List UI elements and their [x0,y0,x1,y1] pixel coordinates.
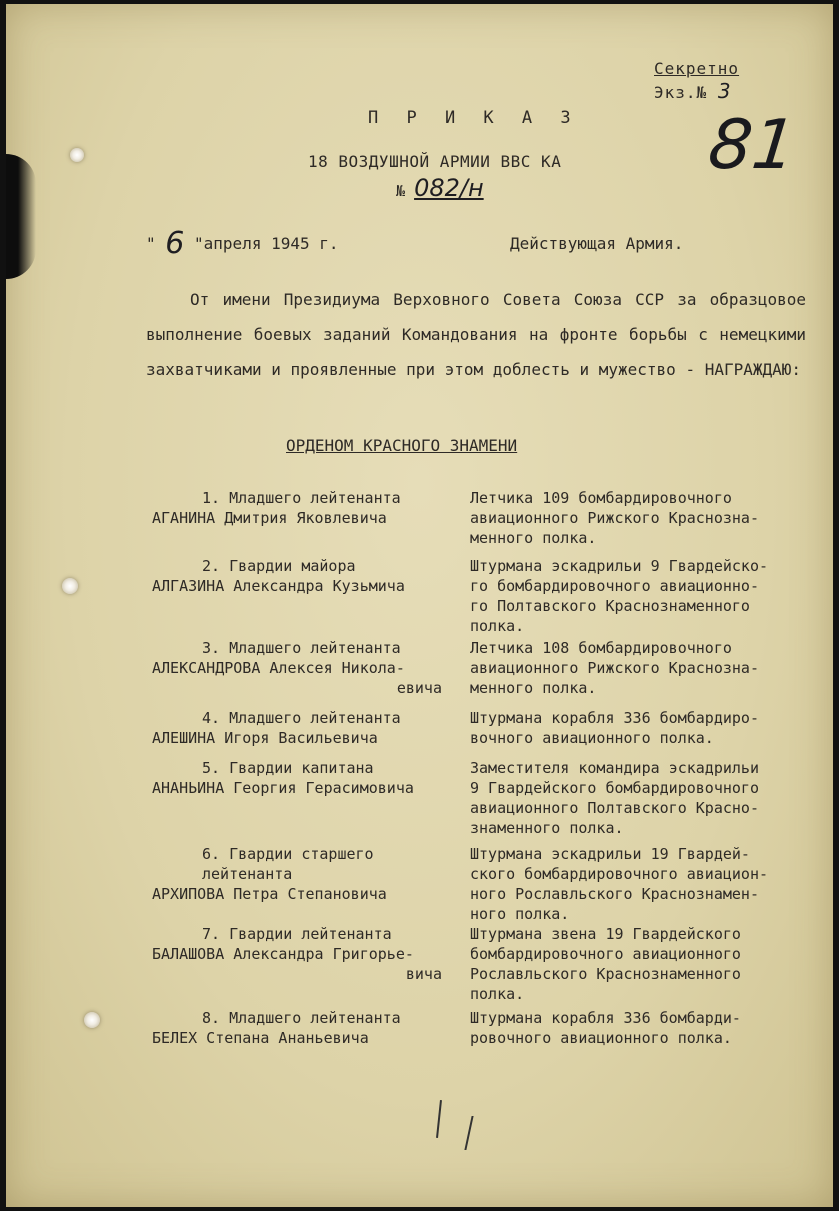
position-line: полка. [470,617,525,635]
place-label: Действующая Армия. [510,234,684,253]
recipient-name: евича [396,679,442,697]
award-recipient [152,488,401,528]
document-page [6,4,833,1207]
recipient-name: АНАНЬИНА Георгия Герасимовича [152,779,414,797]
date-rest: апреля 1945 г. [203,234,339,253]
recipient-rank: 2. Гвардии майора [202,557,356,575]
position-line: Штурмана корабля 336 бомбардиро- [470,709,759,727]
punch-hole [70,148,84,162]
recipient-name: вича [405,965,442,983]
position-line: авиационного Рижского Краснозна- [470,509,759,527]
recipient-position [470,758,810,838]
award-recipient [152,556,405,596]
punch-hole [84,1012,100,1028]
position-line: полка. [470,985,525,1003]
position-line: Штурмана корабля 336 бомбарди- [470,1009,741,1027]
recipient-name: АРХИПОВА Петра Степановича [152,885,387,903]
position-line: Штурмана звена 19 Гвардейского [470,925,741,943]
position-line: бомбардировочного авиационного [470,945,741,963]
recipient-name: БЕЛЕХ Степана Ананьевича [152,1029,369,1047]
archive-number: 81 [704,106,800,185]
recipient-position [470,708,810,748]
recipient-position [470,1008,810,1048]
recipient-name: АЛЕШИНА Игоря Васильевича [152,729,378,747]
recipient-rank: 1. Младшего лейтенанта [202,489,401,507]
position-line: авиационного Полтавского Красно- [470,799,759,817]
position-line: Заместителя командира эскадрильи [470,759,759,777]
position-line: вочного авиационного полка. [470,729,714,747]
award-recipient [152,1008,401,1048]
position-line: ного Рославльского Краснознамен- [470,885,759,903]
copy-line [654,80,739,104]
recipient-position [470,488,810,548]
recipient-position [470,638,810,698]
position-line: ского бомбардировочного авиацион- [470,865,769,883]
recipient-name: АЛЕКСАНДРОВА Алексея Никола- [152,659,405,677]
order-number-value: 082/н [414,174,484,202]
recipient-rank: 3. Младшего лейтенанта [202,639,401,657]
intro-paragraph: От имени Президиума Верховного Совета Союза ССР за образцовое выполнение боевых заданий Командования на фронте борьбы с немецкими захватчиками и проявленные при этом доблесть и мужество - НАГРАЖДАЮ: [146,290,806,379]
position-line: Летчика 108 бомбардировочного [470,639,732,657]
secret-label: Секретно [654,59,740,78]
torn-edge [6,154,36,279]
recipient-rank: 6. Гвардии старшего [202,845,374,863]
award-heading: ОРДЕНОМ КРАСНОГО ЗНАМЕНИ [286,436,518,455]
order-number [396,174,484,202]
pencil-mark [436,1100,442,1138]
award-recipient [152,638,442,698]
copy-number: 3 [717,79,732,103]
order-number-prefix: № [396,182,406,200]
recipient-rank: 8. Младшего лейтенанта [202,1009,401,1027]
recipient-name: БАЛАШОВА Александра Григорье- [152,945,414,963]
award-recipient [152,758,414,798]
recipient-position [470,556,810,636]
position-line: го бомбардировочного авиационно- [470,577,759,595]
position-line: авиационного Рижского Краснозна- [470,659,759,677]
position-line: Штурмана эскадрильи 19 Гвардей- [470,845,750,863]
pencil-mark [464,1116,495,1150]
date-line: " 6 "апреля 1945 г. Действующая Армия. [146,226,684,261]
position-line: Штурмана эскадрильи 9 Гвардейско- [470,557,769,575]
punch-hole [62,578,78,594]
date-day: 6 [165,226,185,261]
recipient-rank: лейтенанта [202,865,293,883]
position-line: Летчика 109 бомбардировочного [470,489,732,507]
position-line: 9 Гвардейского бомбардировочного [470,779,759,797]
recipient-name: АЛГАЗИНА Александра Кузьмича [152,577,405,595]
position-line: знаменного полка. [470,819,624,837]
recipient-position [470,844,810,924]
recipient-rank: 7. Гвардии лейтенанта [202,925,392,943]
recipient-rank: 4. Младшего лейтенанта [202,709,401,727]
position-line: ного полка. [470,905,570,923]
position-line: менного полка. [470,529,597,547]
position-line: ровочного авиационного полка. [470,1029,732,1047]
copy-prefix: Экз.№ [654,83,708,102]
award-recipient [152,844,387,904]
army-name: 18 ВОЗДУШНОЙ АРМИИ ВВС КА [308,152,562,171]
secrecy-stamp [654,58,739,104]
document-title: П Р И К А З [368,108,580,128]
recipient-name: АГАНИНА Дмитрия Яковлевича [152,509,387,527]
recipient-position [470,924,810,1004]
position-line: го Полтавского Краснознаменного [470,597,750,615]
award-recipient [152,924,442,984]
recipient-rank: 5. Гвардии капитана [202,759,374,777]
award-recipient [152,708,401,748]
position-line: менного полка. [470,679,597,697]
position-line: Рославльского Краснознаменного [470,965,741,983]
